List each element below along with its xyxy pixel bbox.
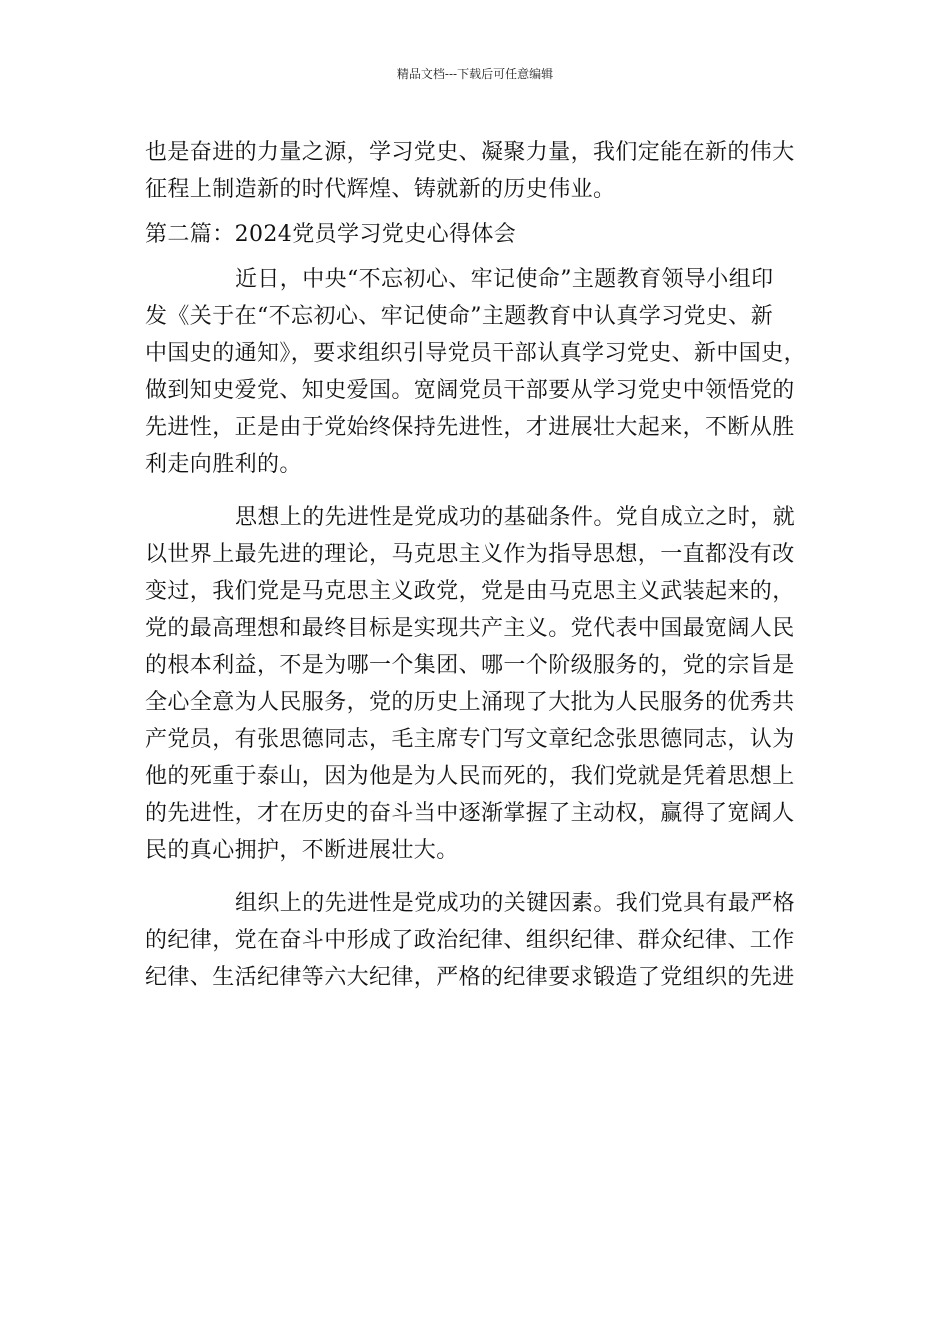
text-line: 思想上的先进性是党成功的基础条件。党自成立之时，就 bbox=[235, 505, 796, 530]
text-line: 近日，中央“不忘初心、牢记使命”主题教育领导小组印 bbox=[235, 267, 774, 292]
page-header: 精品文档---下载后可任意编辑 bbox=[396, 67, 554, 81]
text-line: 变过，我们党是马克思主义政党，党是由马克思主义武装起来的， bbox=[145, 579, 795, 604]
text-line: 纪律、生活纪律等六大纪律，严格的纪律要求锻造了党组织的先进 bbox=[145, 965, 795, 990]
text-line: 利走向胜利的。 bbox=[145, 452, 302, 477]
text-line: 做到知史爱党、知史爱国。宽阔党员干部要从学习党史中领悟党的 bbox=[145, 378, 795, 403]
text-line: 他的死重于泰山，因为他是为人民而死的，我们党就是凭着思想上 bbox=[145, 764, 795, 789]
paragraph-continuation bbox=[145, 134, 825, 208]
text-line: 也是奋进的力量之源，学习党史、凝聚力量，我们定能在新的伟大 bbox=[145, 140, 795, 165]
text-line: 的先进性，才在历史的奋斗当中逐渐掌握了主动权，赢得了宽阔人 bbox=[145, 801, 795, 826]
paragraph-intro bbox=[145, 261, 825, 483]
paragraph-organization bbox=[145, 885, 825, 996]
text-line: 全心全意为人民服务，党的历史上涌现了大批为人民服务的优秀共 bbox=[145, 690, 795, 715]
heading-text: 第二篇：2024党员学习党史心得体会 bbox=[145, 222, 517, 247]
text-line: 组织上的先进性是党成功的关键因素。我们党具有最严格 bbox=[235, 891, 796, 916]
text-line: 中国史的通知》，要求组织引导党员干部认真学习党史、新中国史， bbox=[145, 341, 807, 366]
text-line: 党的最高理想和最终目标是实现共产主义。党代表中国最宽阔人民 bbox=[145, 616, 795, 641]
text-line: 先进性，正是由于党始终保持先进性，才进展壮大起来，不断从胜 bbox=[145, 415, 795, 440]
text-line: 民的真心拥护，不断进展壮大。 bbox=[145, 838, 459, 863]
text-line: 的纪律，党在奋斗中形成了政治纪律、组织纪律、群众纪律、工作 bbox=[145, 928, 795, 953]
section-heading bbox=[145, 216, 825, 253]
paragraph-ideology bbox=[145, 499, 825, 869]
text-line: 产党员，有张思德同志，毛主席专门写文章纪念张思德同志，认为 bbox=[145, 727, 795, 752]
text-line: 征程上制造新的时代辉煌、铸就新的历史伟业。 bbox=[145, 177, 616, 202]
text-line: 发《关于在“不忘初心、牢记使命”主题教育中认真学习党史、新 bbox=[145, 304, 774, 329]
text-line: 的根本利益，不是为哪一个集团、哪一个阶级服务的，党的宗旨是 bbox=[145, 653, 795, 678]
document-body bbox=[145, 134, 825, 996]
text-line: 以世界上最先进的理论，马克思主义作为指导思想，一直都没有改 bbox=[145, 542, 795, 567]
